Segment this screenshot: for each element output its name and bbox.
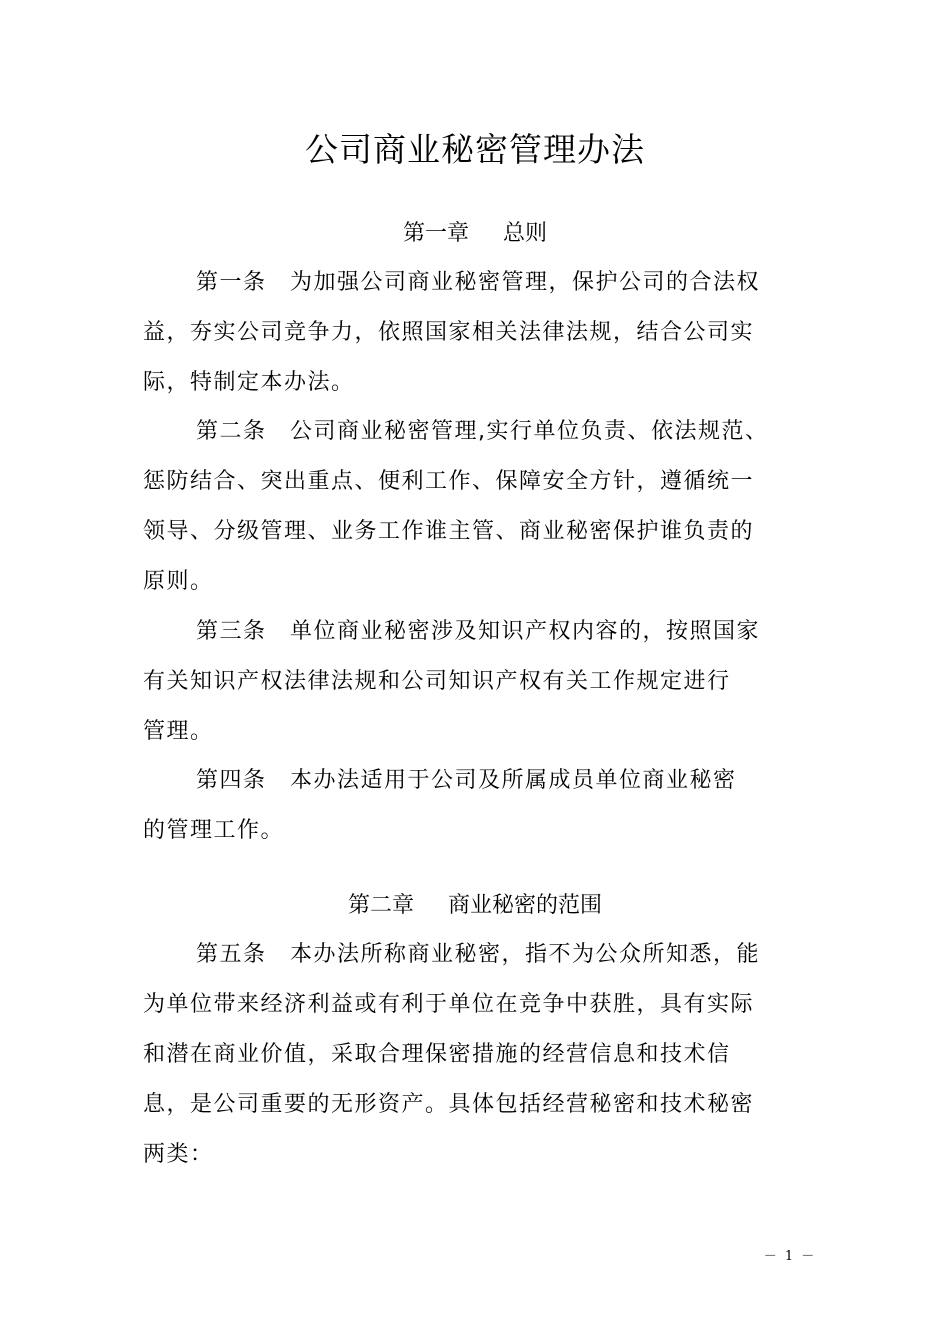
page-number: － 1 － [763, 1249, 817, 1264]
chapter-title: 总则 [503, 221, 548, 246]
article-line: 息，是公司重要的无形资产。具体包括经营秘密和技术秘密 [143, 1092, 755, 1117]
chapter-title: 商业秘密的范围 [448, 893, 603, 918]
article-line: 的管理工作。 [143, 818, 285, 843]
article-line: 第一条 为加强公司商业秘密管理，保护公司的合法权 [196, 270, 761, 295]
article-line: 惩防结合、突出重点、便利工作、保障安全方针，遵循统一 [143, 469, 755, 494]
article-line: 两类： [143, 1142, 214, 1167]
article-line: 第五条 本办法所称商业秘密，指不为公众所知悉，能 [196, 942, 761, 967]
article-line: 第二条 公司商业秘密管理,实行单位负责、依法规范、 [196, 419, 769, 444]
document-title: 公司商业秘密管理办法 [305, 130, 645, 169]
article-line: 第四条 本办法适用于公司及所属成员单位商业秘密 [196, 768, 737, 793]
chapter-heading [0, 219, 950, 249]
chapter-number: 第一章 [402, 221, 469, 246]
article-line: 益，夯实公司竞争力，依照国家相关法律法规，结合公司实 [143, 320, 755, 345]
article-line: 为单位带来经济利益或有利于单位在竞争中获胜，具有实际 [143, 992, 755, 1017]
chapter-heading [0, 891, 950, 921]
article-line: 原则。 [143, 569, 214, 594]
chapter-number: 第二章 [347, 893, 414, 918]
article-line: 管理。 [143, 719, 214, 744]
article-line: 领导、分级管理、业务工作谁主管、商业秘密保护谁负责的 [143, 519, 755, 544]
article-line: 和潜在商业价值，采取合理保密措施的经营信息和技术信 [143, 1042, 731, 1067]
article-line: 有关知识产权法律法规和公司知识产权有关工作规定进行 [143, 669, 731, 694]
article-line: 第三条 单位商业秘密涉及知识产权内容的，按照国家 [196, 619, 761, 644]
article-line: 际，特制定本办法。 [143, 370, 355, 395]
